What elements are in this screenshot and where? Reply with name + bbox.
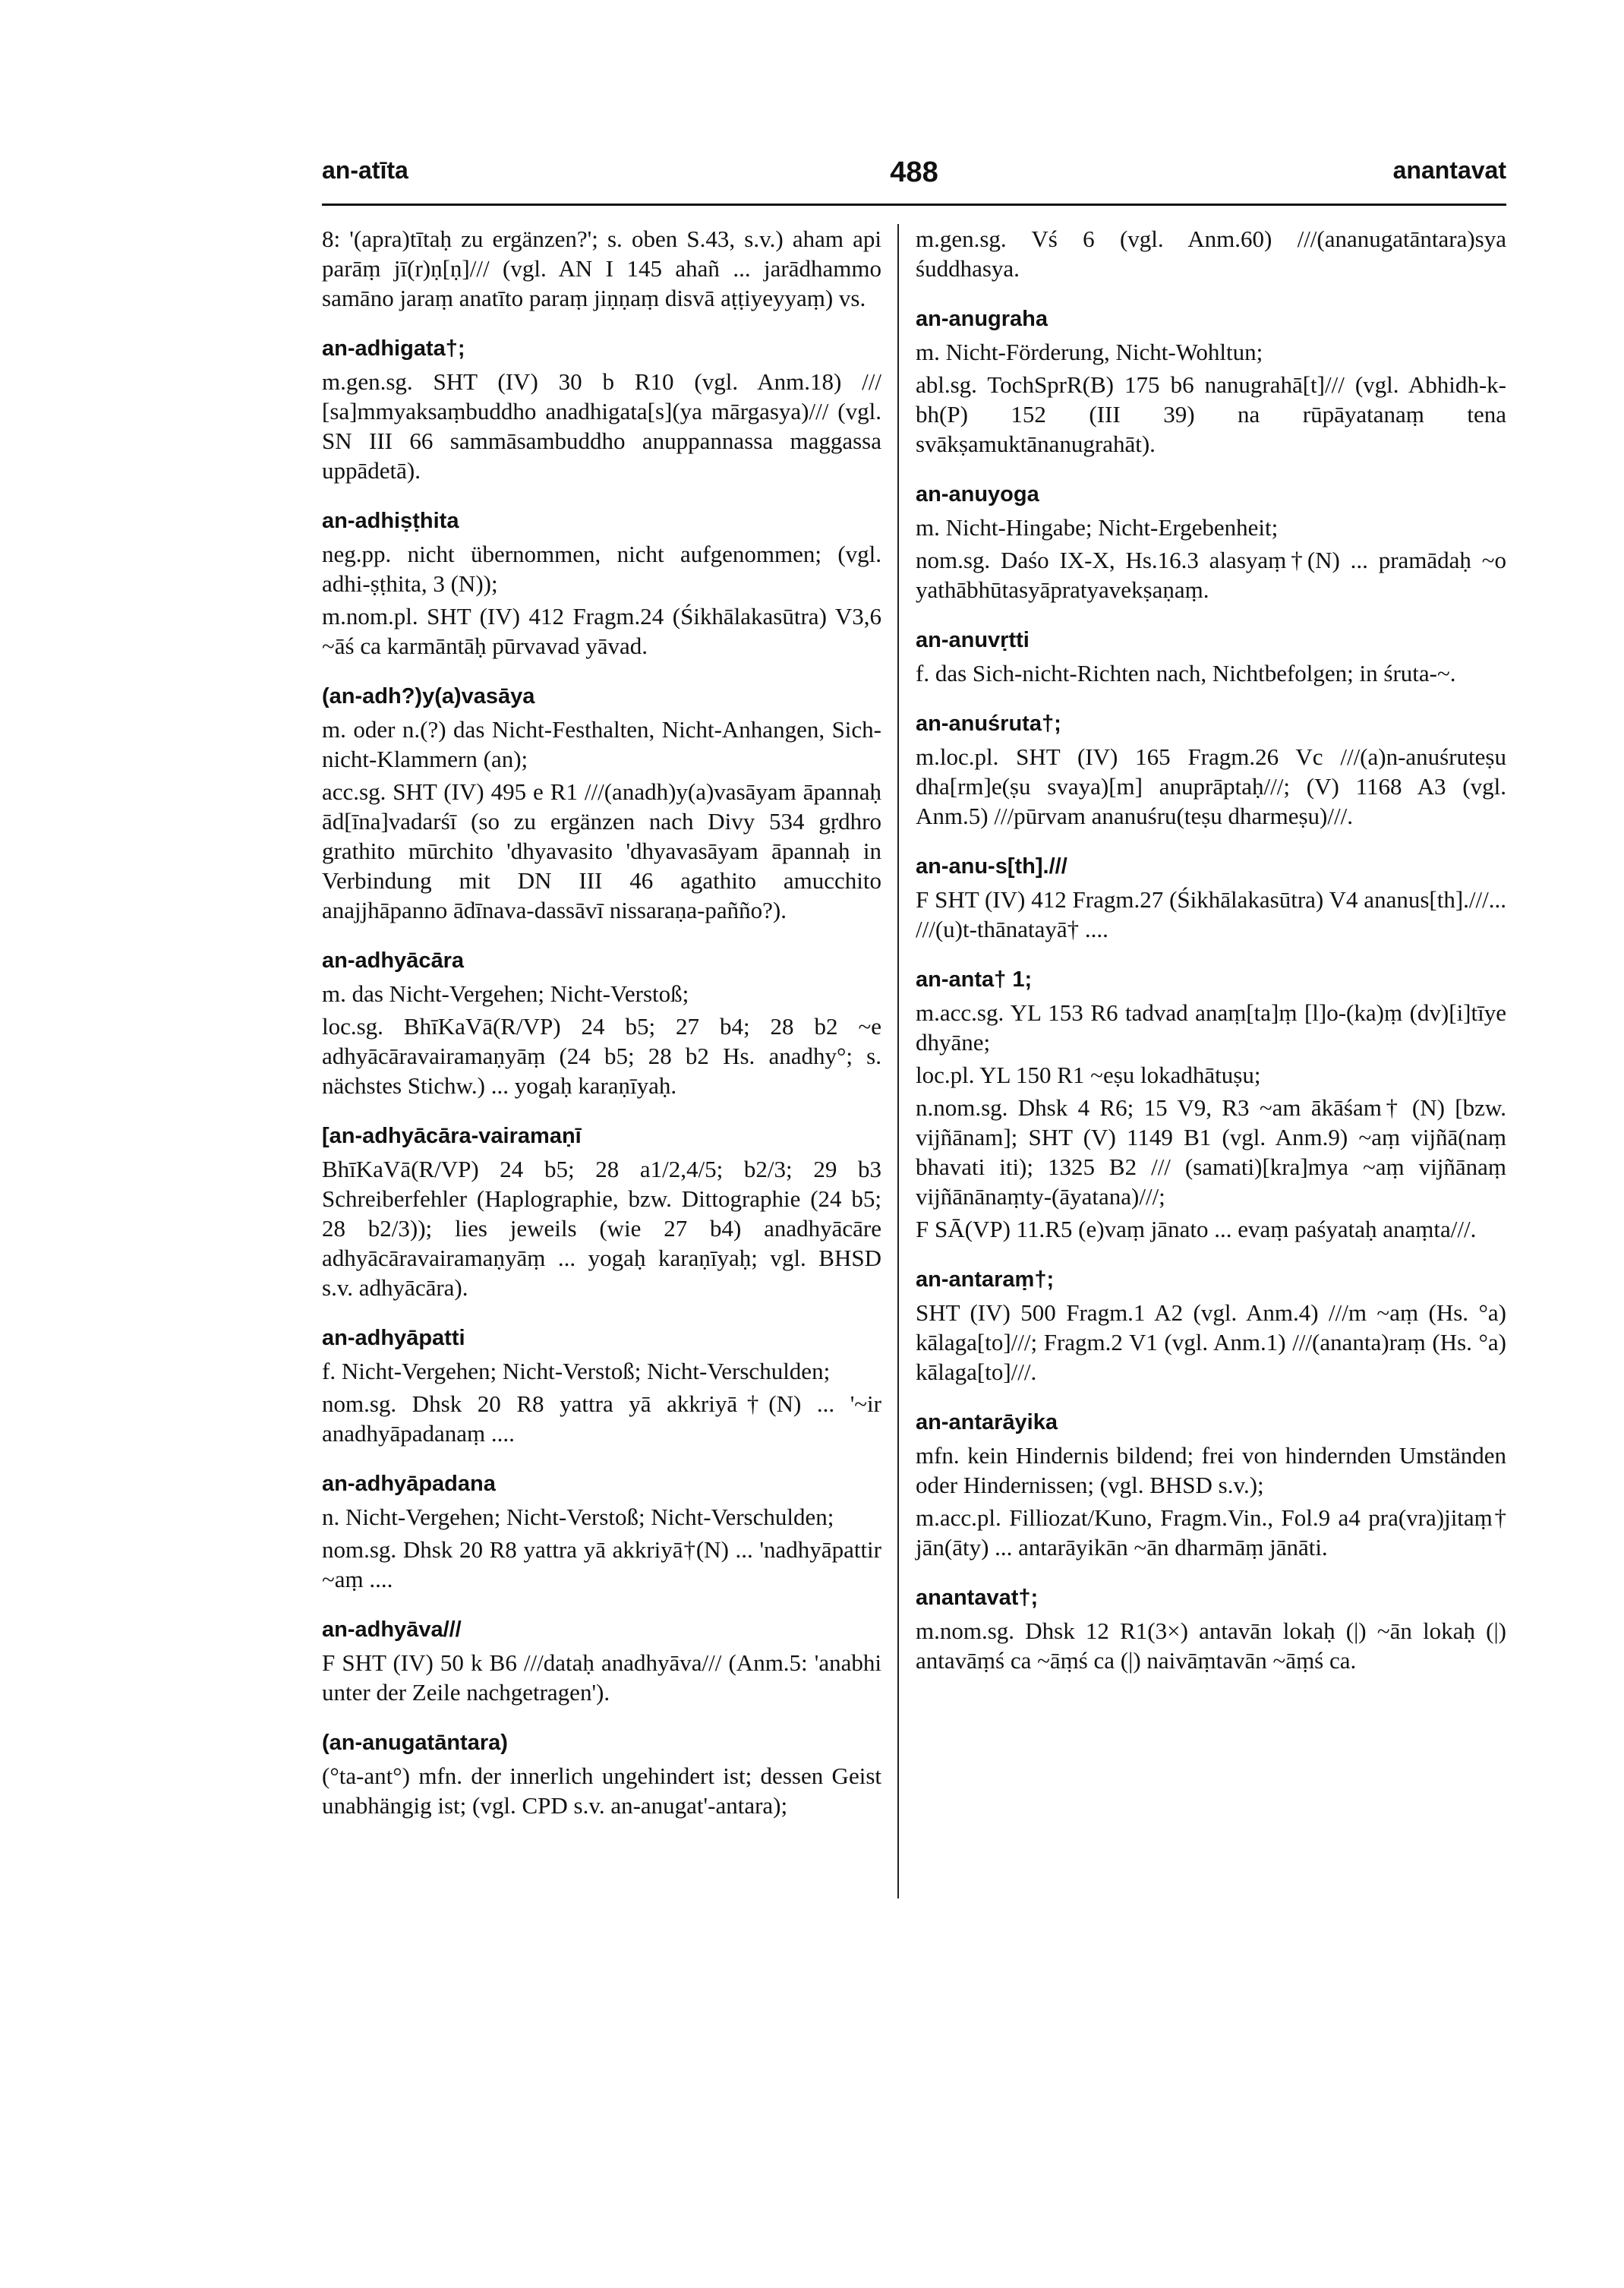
entry-headword: an-anuvṛtti bbox=[916, 628, 1030, 652]
page-number: 488 bbox=[890, 156, 938, 188]
entry-headword: an-adhyāva/// bbox=[322, 1617, 462, 1642]
entry-line: f. Nicht-Vergehen; Nicht-Verstoß; Nicht-Verschulden; bbox=[322, 1358, 831, 1384]
entry-line: SHT (IV) 500 Fragm.1 A2 (vgl. Anm.4) ///m ~aṃ (Hs. °a) kālaga[to]///; Fragm.2 V1 (vgl. Anm.1) ///(ananta)raṃ (Hs. °a) kālaga[to]///. bbox=[916, 1299, 1506, 1385]
entry-headword: an-antaraṃ†; bbox=[916, 1267, 1055, 1292]
entry-headword: an-anta† 1; bbox=[916, 967, 1033, 992]
dictionary-entry bbox=[322, 945, 881, 1100]
dictionary-entry bbox=[916, 303, 1506, 459]
dictionary-entry bbox=[916, 708, 1506, 831]
entry-line: acc.sg. SHT (IV) 495 e R1 ///(anadh)y(a)vasāyam āpannaḥ ād[īna]vadarśī (so zu ergänzen nach Divy 534 gṛdhro grathito mūrchito 'dhyavasito 'dhyavasāyam āpannaḥ in Verbindung mit DN III 46 agathito amucchito anajjhāpanno ādīnava-dassāvī nissaraṇa-pañño?). bbox=[322, 778, 881, 923]
entry-headword: an-anuśruta†; bbox=[916, 712, 1061, 736]
entry-line: nom.sg. Dhsk 20 R8 yattra yā akkriyā†(N) ... 'nadhyāpattir ~aṃ .... bbox=[322, 1536, 881, 1592]
entry-line: m. Nicht-Hingabe; Nicht-Ergebenheit; bbox=[916, 514, 1279, 541]
entry-line: F SĀ(VP) 11.R5 (e)vaṃ jānato ... evaṃ paśyataḥ anaṃta///. bbox=[916, 1216, 1477, 1242]
entry-line: m.loc.pl. SHT (IV) 165 Fragm.26 Vc ///(a)n-anuśruteṣu dha[rm]e(ṣu svaya)[m] anuprāptaḥ///; (V) 1168 A3 (vgl. Anm.5) ///pūrvam ananuśru(teṣu dharmeṣu)///. bbox=[916, 743, 1506, 829]
running-head-left: an-atīta bbox=[322, 156, 408, 184]
dictionary-entry bbox=[916, 1582, 1506, 1675]
entry-line: f. das Sich-nicht-Richten nach, Nichtbefolgen; in śruta-~. bbox=[916, 660, 1456, 686]
entry-line: m.gen.sg. Vś 6 (vgl. Anm.60) ///(ananugatāntara)sya śuddhasya. bbox=[916, 226, 1506, 282]
entry-headword: [an-adhyācāra-vairamaṇī bbox=[322, 1124, 582, 1148]
entry-line: abl.sg. TochSprR(B) 175 b6 nanugrahā[t]/// (vgl. Abhidh-k-bh(P) 152 (III 39) na rūpāyatanaṃ tena svākṣamuktānanugrahāt). bbox=[916, 371, 1506, 457]
entry-line: m. Nicht-Förderung, Nicht-Wohltun; bbox=[916, 339, 1263, 365]
running-head-right: anantavat bbox=[1392, 156, 1506, 184]
entry-line: 8: '(apra)tītaḥ zu ergänzen?'; s. oben S.43, s.v.) aham api parāṃ jī(r)ṇ[ṇ]/// (vgl. AN I 145 ahañ ... jarādhammo samāno jaraṃ anatīto paraṃ jiṇṇaṃ disvā aṭṭiyeyyaṃ) vs. bbox=[322, 226, 881, 311]
dictionary-entry bbox=[916, 224, 1506, 283]
entry-line: m.acc.pl. Filliozat/Kuno, Fragm.Vin., Fol.9 a4 pra(vra)jitaṃ† jān(āty) ... antarāyikān ~ān dharmāṃ jānāti. bbox=[916, 1504, 1506, 1561]
entry-line: n.nom.sg. Dhsk 4 R6; 15 V9, R3 ~am ākāśam† (N) [bzw. vijñānam]; SHT (V) 1149 B1 (vgl. Anm.9) ~aṃ vijñā(naṃ bhavati iti); 1325 B2 /// (samati)[kra]mya ~aṃ vijñānaṃ vijñānānaṃty-(āyatana)///; bbox=[916, 1094, 1506, 1210]
entry-line: m.nom.sg. Dhsk 12 R1(3×) antavān lokaḥ (|) ~ān lokaḥ (|) antavāṃś ca ~āṃś ca (|) naivāṃtavān ~āṃś ca. bbox=[916, 1617, 1506, 1674]
dictionary-entry bbox=[322, 1468, 881, 1594]
dictionary-entry bbox=[916, 478, 1506, 604]
entry-line: mfn. kein Hindernis bildend; frei von hindernden Umständen oder Hindernissen; (vgl. BHSD s.v.); bbox=[916, 1442, 1506, 1498]
entry-line: (°ta-ant°) mfn. der innerlich ungehindert ist; dessen Geist unabhängig ist; (vgl. CPD s.v. an-anugat'-antara); bbox=[322, 1763, 881, 1819]
entry-headword: anantavat†; bbox=[916, 1586, 1039, 1610]
right-column bbox=[916, 224, 1506, 1695]
entry-headword: an-adhyāpatti bbox=[322, 1326, 465, 1350]
entry-headword: an-adhyāpadana bbox=[322, 1472, 496, 1496]
entry-headword: an-antarāyika bbox=[916, 1410, 1058, 1434]
dictionary-entry bbox=[916, 964, 1506, 1244]
entry-line: m.gen.sg. SHT (IV) 30 b R10 (vgl. Anm.18) /// [sa]mmyaksaṃbuddho anadhigata[s](ya mārgasya)/// (vgl. SN III 66 sammāsambuddho anuppannassa maggassa uppādetā). bbox=[322, 368, 881, 484]
entry-line: BhīKaVā(R/VP) 24 b5; 28 a1/2,4/5; b2/3; 29 b3 Schreiberfehler (Haplographie, bzw. Dittographie (24 b5; 28 b2/3)); lies jeweils (wie 27 b4) anadhyācāre adhyācāravairamaṇyāṃ ... yogaḥ karaṇīyaḥ; vgl. BHSD s.v. adhyācāra). bbox=[322, 1156, 881, 1301]
entry-line: nom.sg. Dhsk 20 R8 yattra yā akkriyā†(N) ... '~ir anadhyāpadanaṃ .... bbox=[322, 1390, 881, 1447]
dictionary-entry bbox=[322, 505, 881, 661]
entry-headword: an-adhigata†; bbox=[322, 336, 465, 361]
entry-line: neg.pp. nicht übernommen, nicht aufgenommen; (vgl. adhi-ṣṭhita, 3 (N)); bbox=[322, 541, 881, 597]
dictionary-entry bbox=[322, 224, 881, 313]
entry-line: m.nom.pl. SHT (IV) 412 Fragm.24 (Śikhālakasūtra) V3,6 ~āś ca karmāntāḥ pūrvavad yāvad. bbox=[322, 603, 881, 659]
entry-line: m. das Nicht-Vergehen; Nicht-Verstoß; bbox=[322, 980, 689, 1007]
column-divider bbox=[897, 224, 899, 1898]
dictionary-entry bbox=[916, 851, 1506, 944]
dictionary-entry bbox=[916, 624, 1506, 688]
dictionary-entry bbox=[322, 1614, 881, 1707]
entry-line: m.acc.sg. YL 153 R6 tadvad anaṃ[ta]ṃ [l]o-(ka)ṃ (dv)[i]tīye dhyāne; bbox=[916, 999, 1506, 1056]
entry-line: loc.pl. YL 150 R1 ~eṣu lokadhātuṣu; bbox=[916, 1062, 1261, 1088]
page-header bbox=[322, 156, 1506, 202]
entry-line: m. oder n.(?) das Nicht-Festhalten, Nicht-Anhangen, Sich-nicht-Klammern (an); bbox=[322, 716, 881, 772]
left-column bbox=[322, 224, 881, 1840]
header-rule bbox=[322, 204, 1506, 206]
entry-line: n. Nicht-Vergehen; Nicht-Verstoß; Nicht-Verschulden; bbox=[322, 1504, 834, 1530]
dictionary-entry bbox=[322, 1322, 881, 1448]
entry-line: F SHT (IV) 412 Fragm.27 (Śikhālakasūtra) V4 ananus[th].///... ///(u)t-thānatayā† .... bbox=[916, 886, 1506, 942]
entry-headword: an-adhiṣṭhita bbox=[322, 509, 459, 533]
entry-line: F SHT (IV) 50 k B6 ///dataḥ anadhyāva/// (Anm.5: 'anabhi unter der Zeile nachgetragen'). bbox=[322, 1649, 881, 1706]
dictionary-entry bbox=[322, 680, 881, 925]
entry-headword: an-anugraha bbox=[916, 307, 1049, 331]
entry-line: nom.sg. Daśo IX-X, Hs.16.3 alasyaṃ†(N) ... pramādaḥ ~o yathābhūtasyāpratyavekṣaṇaṃ. bbox=[916, 547, 1506, 603]
dictionary-entry bbox=[916, 1264, 1506, 1387]
entry-headword: an-anu-s[th]./// bbox=[916, 854, 1067, 879]
entry-headword: (an-anugatāntara) bbox=[322, 1731, 508, 1755]
entry-line: loc.sg. BhīKaVā(R/VP) 24 b5; 27 b4; 28 b2 ~e adhyācāravairamaṇyāṃ (24 b5; 28 b2 Hs. anadhy°; s. nächstes Stichw.) ... yogaḥ karaṇīyaḥ. bbox=[322, 1013, 881, 1099]
entry-headword: an-anuyoga bbox=[916, 482, 1039, 507]
dictionary-entry bbox=[322, 333, 881, 485]
dictionary-entry bbox=[322, 1120, 881, 1302]
entry-headword: (an-adh?)y(a)vasāya bbox=[322, 684, 535, 708]
dictionary-entry bbox=[322, 1727, 881, 1820]
entry-headword: an-adhyācāra bbox=[322, 948, 464, 973]
dictionary-entry bbox=[916, 1406, 1506, 1562]
